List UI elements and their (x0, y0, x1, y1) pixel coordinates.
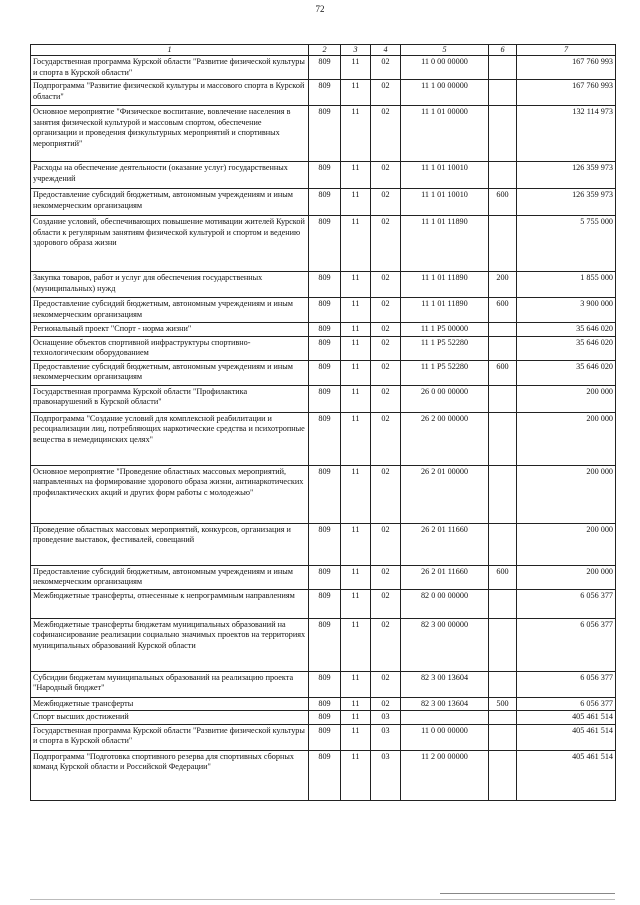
row-expense-type-cell (489, 56, 517, 80)
row-amount-cell: 167 760 993 (517, 80, 616, 106)
row-amount-cell: 167 760 993 (517, 56, 616, 80)
row-subsection-cell: 02 (371, 523, 401, 565)
row-expense-type-cell (489, 523, 517, 565)
row-subsection-cell: 02 (371, 216, 401, 272)
row-ministry-code-cell: 809 (309, 216, 341, 272)
row-ministry-code-cell: 809 (309, 189, 341, 216)
row-subsection-cell: 02 (371, 189, 401, 216)
row-amount-cell: 6 056 377 (517, 618, 616, 671)
row-section-cell: 11 (341, 272, 371, 298)
row-amount-cell: 126 359 973 (517, 162, 616, 189)
table-row (31, 711, 616, 725)
row-amount-cell: 200 000 (517, 412, 616, 465)
row-name-cell: Межбюджетные трансферты, отнесенные к непрограммным направлениям (31, 589, 309, 618)
row-ministry-code-cell: 809 (309, 565, 341, 589)
header-row (31, 45, 616, 56)
row-ministry-code-cell: 809 (309, 360, 341, 385)
row-expense-type-cell (489, 80, 517, 106)
row-subsection-cell: 03 (371, 711, 401, 725)
row-name-cell: Государственная программа Курской области "Профилактика правонарушений в Курской области" (31, 385, 309, 412)
row-target-article-cell: 26 2 01 00000 (401, 465, 489, 523)
row-ministry-code-cell: 809 (309, 750, 341, 800)
table-row (31, 697, 616, 711)
row-target-article-cell: 11 1 01 11890 (401, 272, 489, 298)
header-cell: 4 (371, 45, 401, 56)
row-ministry-code-cell: 809 (309, 412, 341, 465)
row-target-article-cell: 11 1 P5 52280 (401, 360, 489, 385)
row-ministry-code-cell: 809 (309, 80, 341, 106)
row-expense-type-cell (489, 412, 517, 465)
row-expense-type-cell: 500 (489, 697, 517, 711)
row-amount-cell: 200 000 (517, 523, 616, 565)
row-name-cell: Подпрограмма "Подготовка спортивного резерва для спортивных сборных команд Курской области и Российской Федерации" (31, 750, 309, 800)
row-target-article-cell: 11 1 01 11890 (401, 298, 489, 323)
row-name-cell: Расходы на обеспечение деятельности (оказание услуг) государственных учреждений (31, 162, 309, 189)
row-section-cell: 11 (341, 56, 371, 80)
row-name-cell: Основное мероприятие "Физическое воспитание, вовлечение населения в занятия физической культурой и массовым спортом, обеспечение организации и проведения физкультурных мероприятий и спортивных мероприятий" (31, 106, 309, 162)
row-amount-cell: 200 000 (517, 465, 616, 523)
row-section-cell: 11 (341, 162, 371, 189)
row-ministry-code-cell: 809 (309, 272, 341, 298)
row-name-cell: Межбюджетные трансферты (31, 697, 309, 711)
row-subsection-cell: 02 (371, 106, 401, 162)
row-amount-cell: 200 000 (517, 565, 616, 589)
row-subsection-cell: 02 (371, 589, 401, 618)
table-row (31, 385, 616, 412)
row-amount-cell: 6 056 377 (517, 697, 616, 711)
row-expense-type-cell (489, 589, 517, 618)
header-cell: 5 (401, 45, 489, 56)
row-ministry-code-cell: 809 (309, 523, 341, 565)
row-target-article-cell: 82 3 00 00000 (401, 618, 489, 671)
table-row (31, 412, 616, 465)
row-expense-type-cell: 600 (489, 565, 517, 589)
row-expense-type-cell (489, 671, 517, 697)
row-expense-type-cell (489, 216, 517, 272)
row-subsection-cell: 03 (371, 750, 401, 800)
row-ministry-code-cell: 809 (309, 162, 341, 189)
table-row (31, 189, 616, 216)
row-expense-type-cell (489, 385, 517, 412)
table-row (31, 336, 616, 360)
row-amount-cell: 35 646 020 (517, 323, 616, 337)
row-section-cell: 11 (341, 465, 371, 523)
table-row (31, 106, 616, 162)
header-cell: 3 (341, 45, 371, 56)
row-amount-cell: 132 114 973 (517, 106, 616, 162)
row-subsection-cell: 02 (371, 162, 401, 189)
footer-rule (440, 893, 615, 894)
row-target-article-cell: 11 1 01 00000 (401, 106, 489, 162)
row-amount-cell: 35 646 020 (517, 336, 616, 360)
row-name-cell: Проведение областных массовых мероприятий, конкурсов, организация и проведение выставок, фестивалей, совещаний (31, 523, 309, 565)
row-name-cell: Предоставление субсидий бюджетным, автономным учреждениям и иным некоммерческим организациям (31, 565, 309, 589)
row-name-cell: Региональный проект "Спорт - норма жизни" (31, 323, 309, 337)
row-target-article-cell: 11 2 00 00000 (401, 750, 489, 800)
row-name-cell: Закупка товаров, работ и услуг для обеспечения государственных (муниципальных) нужд (31, 272, 309, 298)
table-row (31, 724, 616, 750)
table-row (31, 523, 616, 565)
row-expense-type-cell (489, 336, 517, 360)
row-expense-type-cell: 200 (489, 272, 517, 298)
row-section-cell: 11 (341, 412, 371, 465)
row-ministry-code-cell: 809 (309, 724, 341, 750)
row-section-cell: 11 (341, 565, 371, 589)
row-ministry-code-cell: 809 (309, 298, 341, 323)
row-section-cell: 11 (341, 671, 371, 697)
row-section-cell: 11 (341, 80, 371, 106)
row-section-cell: 11 (341, 360, 371, 385)
row-expense-type-cell (489, 724, 517, 750)
row-section-cell: 11 (341, 385, 371, 412)
row-section-cell: 11 (341, 711, 371, 725)
row-target-article-cell: 11 1 P5 52280 (401, 336, 489, 360)
table-row (31, 565, 616, 589)
page-edge-rule (30, 899, 615, 900)
row-name-cell: Государственная программа Курской области "Развитие физической культуры и спорта в Курской области" (31, 724, 309, 750)
row-name-cell: Оснащение объектов спортивной инфраструктуры спортивно-технологическим оборудованием (31, 336, 309, 360)
row-expense-type-cell (489, 618, 517, 671)
row-section-cell: 11 (341, 323, 371, 337)
row-ministry-code-cell: 809 (309, 697, 341, 711)
row-amount-cell: 405 461 514 (517, 750, 616, 800)
row-amount-cell: 126 359 973 (517, 189, 616, 216)
row-amount-cell: 405 461 514 (517, 724, 616, 750)
table-row (31, 298, 616, 323)
row-ministry-code-cell: 809 (309, 671, 341, 697)
row-name-cell: Основное мероприятие "Проведение областных массовых мероприятий, направленных на формирование здорового образа жизни, антинаркотических профилактических акций и других форм работы с молодежью" (31, 465, 309, 523)
row-section-cell: 11 (341, 618, 371, 671)
row-section-cell: 11 (341, 750, 371, 800)
header-cell: 7 (517, 45, 616, 56)
row-subsection-cell: 02 (371, 412, 401, 465)
row-ministry-code-cell: 809 (309, 323, 341, 337)
row-name-cell: Субсидии бюджетам муниципальных образований на реализацию проекта "Народный бюджет" (31, 671, 309, 697)
row-target-article-cell: 11 1 01 10010 (401, 162, 489, 189)
row-subsection-cell: 02 (371, 565, 401, 589)
row-section-cell: 11 (341, 189, 371, 216)
row-target-article-cell: 82 3 00 13604 (401, 671, 489, 697)
table-body (31, 56, 616, 801)
row-ministry-code-cell: 809 (309, 465, 341, 523)
row-target-article-cell: 82 3 00 13604 (401, 697, 489, 711)
row-expense-type-cell (489, 162, 517, 189)
row-amount-cell: 405 461 514 (517, 711, 616, 725)
row-subsection-cell: 02 (371, 56, 401, 80)
table-row (31, 56, 616, 80)
row-name-cell: Предоставление субсидий бюджетным, автономным учреждениям и иным некоммерческим организациям (31, 189, 309, 216)
row-expense-type-cell (489, 711, 517, 725)
row-name-cell: Предоставление субсидий бюджетным, автономным учреждениям и иным некоммерческим организациям (31, 298, 309, 323)
row-expense-type-cell (489, 465, 517, 523)
row-subsection-cell: 02 (371, 697, 401, 711)
page-number: 72 (315, 4, 325, 14)
row-expense-type-cell (489, 106, 517, 162)
table-row (31, 618, 616, 671)
row-subsection-cell: 02 (371, 272, 401, 298)
row-name-cell: Предоставление субсидий бюджетным, автономным учреждениям и иным некоммерческим организациям (31, 360, 309, 385)
row-subsection-cell: 02 (371, 323, 401, 337)
table-row (31, 360, 616, 385)
row-section-cell: 11 (341, 724, 371, 750)
row-amount-cell: 1 855 000 (517, 272, 616, 298)
row-amount-cell: 6 056 377 (517, 589, 616, 618)
row-name-cell: Спорт высших достижений (31, 711, 309, 725)
row-ministry-code-cell: 809 (309, 711, 341, 725)
row-target-article-cell: 82 0 00 00000 (401, 589, 489, 618)
row-ministry-code-cell: 809 (309, 618, 341, 671)
row-amount-cell: 35 646 020 (517, 360, 616, 385)
row-amount-cell: 6 056 377 (517, 671, 616, 697)
row-target-article-cell: 11 1 01 11890 (401, 216, 489, 272)
header-cell: 1 (31, 45, 309, 56)
row-section-cell: 11 (341, 589, 371, 618)
row-expense-type-cell: 600 (489, 360, 517, 385)
row-subsection-cell: 02 (371, 385, 401, 412)
budget-table (30, 44, 616, 801)
row-subsection-cell: 02 (371, 465, 401, 523)
header-cell: 2 (309, 45, 341, 56)
row-subsection-cell: 02 (371, 671, 401, 697)
row-target-article-cell (401, 711, 489, 725)
row-name-cell: Государственная программа Курской области "Развитие физической культуры и спорта в Курской области" (31, 56, 309, 80)
row-amount-cell: 200 000 (517, 385, 616, 412)
row-name-cell: Межбюджетные трансферты бюджетам муниципальных образований на софинансирование реализации социально значимых проектов на территориях муниципальных образований Курской области (31, 618, 309, 671)
table-row (31, 162, 616, 189)
row-target-article-cell: 26 2 01 11660 (401, 565, 489, 589)
row-expense-type-cell (489, 750, 517, 800)
row-amount-cell: 3 900 000 (517, 298, 616, 323)
table-row (31, 272, 616, 298)
row-target-article-cell: 11 1 00 00000 (401, 80, 489, 106)
table-row (31, 589, 616, 618)
row-target-article-cell: 11 1 P5 00000 (401, 323, 489, 337)
row-ministry-code-cell: 809 (309, 385, 341, 412)
row-subsection-cell: 02 (371, 298, 401, 323)
row-target-article-cell: 26 2 00 00000 (401, 412, 489, 465)
row-name-cell: Подпрограмма "Развитие физической культуры и массового спорта в Курской области" (31, 80, 309, 106)
row-subsection-cell: 03 (371, 724, 401, 750)
table-row (31, 80, 616, 106)
row-ministry-code-cell: 809 (309, 56, 341, 80)
table-row (31, 750, 616, 800)
row-subsection-cell: 02 (371, 618, 401, 671)
row-subsection-cell: 02 (371, 80, 401, 106)
row-name-cell: Создание условий, обеспечивающих повышение мотивации жителей Курской области к регулярным занятиям физической культурой и спортом и ведению здорового образа жизни (31, 216, 309, 272)
row-section-cell: 11 (341, 697, 371, 711)
row-target-article-cell: 26 0 00 00000 (401, 385, 489, 412)
row-expense-type-cell (489, 323, 517, 337)
row-expense-type-cell: 600 (489, 189, 517, 216)
row-target-article-cell: 26 2 01 11660 (401, 523, 489, 565)
row-target-article-cell: 11 0 00 00000 (401, 56, 489, 80)
row-subsection-cell: 02 (371, 360, 401, 385)
row-target-article-cell: 11 1 01 10010 (401, 189, 489, 216)
row-name-cell: Подпрограмма "Создание условий для комплексной реабилитации и ресоциализации лиц, потребляющих наркотические средства и психотропные вещества в немедицинских целях" (31, 412, 309, 465)
table-row (31, 216, 616, 272)
table-row (31, 323, 616, 337)
row-ministry-code-cell: 809 (309, 589, 341, 618)
table-row (31, 465, 616, 523)
row-section-cell: 11 (341, 216, 371, 272)
row-ministry-code-cell: 809 (309, 336, 341, 360)
row-section-cell: 11 (341, 298, 371, 323)
row-section-cell: 11 (341, 106, 371, 162)
row-target-article-cell: 11 0 00 00000 (401, 724, 489, 750)
row-expense-type-cell: 600 (489, 298, 517, 323)
row-subsection-cell: 02 (371, 336, 401, 360)
header-cell: 6 (489, 45, 517, 56)
row-section-cell: 11 (341, 336, 371, 360)
row-ministry-code-cell: 809 (309, 106, 341, 162)
row-amount-cell: 5 755 000 (517, 216, 616, 272)
row-section-cell: 11 (341, 523, 371, 565)
table-row (31, 671, 616, 697)
